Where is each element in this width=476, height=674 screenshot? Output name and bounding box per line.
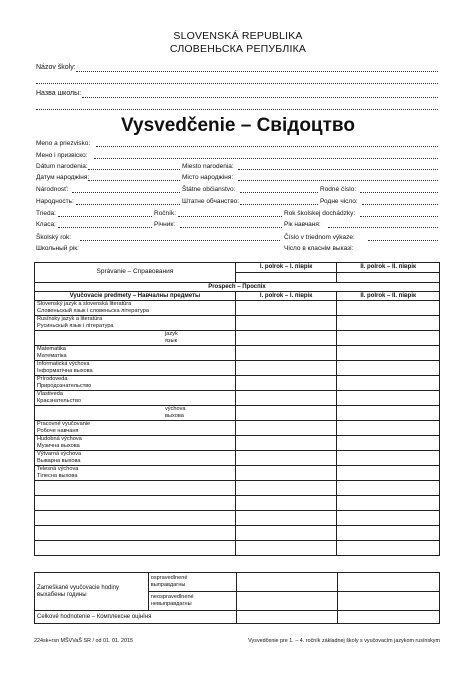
grade-label-sk: Ročník: (154, 210, 177, 217)
subject-name-sk: Výtvarná výchova (37, 451, 82, 457)
subject-name-cell (35, 376, 236, 391)
subject-name-sk: jazyk (165, 331, 178, 337)
grade-half2-cell[interactable] (337, 481, 440, 496)
subject-name-sk: Prírodoveda (37, 376, 68, 382)
grade-half2-cell[interactable] (337, 526, 440, 541)
overall-half1-cell[interactable] (236, 611, 338, 624)
subject-row (35, 541, 440, 556)
subject-name-sk: Hudobná výchova (37, 436, 82, 442)
subject-name-cell (35, 451, 236, 466)
overall-label: Celkové hodnotenie – Комплексне оцінїня (35, 611, 237, 624)
subject-row (35, 316, 440, 331)
subject-row (35, 511, 440, 526)
school-year-label-sk: Školský rok: (36, 234, 72, 241)
school-name-label-ru: Назва школы: (36, 90, 82, 97)
subjects-header: Vyučovacie predmety – Навчалны предметы (35, 292, 236, 301)
document-title: Vysvedčenie – Свідоцтво (121, 115, 355, 136)
subject-name-ru: Выварна выхова (37, 457, 81, 464)
unexcused-label: neospravedlnené невыправдагны (148, 592, 236, 611)
grade-half1-cell[interactable] (235, 391, 337, 406)
grade-field[interactable] (178, 216, 282, 217)
subject-name-sk: Pracovné vyučovanie (37, 421, 91, 427)
school-name-ru-line[interactable] (82, 97, 438, 98)
subject-row (35, 466, 440, 481)
subject-name-ru: выхова (165, 412, 184, 419)
excused-half2-cell[interactable] (338, 573, 440, 592)
conduct-half2-cell[interactable] (337, 273, 440, 283)
subject-name-ru: Математіка (37, 352, 67, 359)
birthplace-ru-field[interactable] (238, 180, 438, 181)
school-name-label-sk: Názov školy: (36, 64, 76, 71)
birthdate-label-sk: Dátum narodenia: (36, 163, 88, 170)
subject-row (35, 436, 440, 451)
subject-name-sk: Matematika (37, 346, 66, 352)
birthdate-field[interactable] (88, 169, 180, 170)
subject-name-cell (35, 481, 236, 496)
overall-half2-cell[interactable] (338, 611, 440, 624)
subject-row (35, 481, 440, 496)
school-year-field[interactable] (80, 240, 280, 241)
birthplace-label-sk: Miesto narodenia: (182, 163, 234, 170)
grade-half2-cell[interactable] (337, 376, 440, 391)
subject-row (35, 346, 440, 361)
footer-form-description: Vysvedčenie pre 1. – 4. ročník základnej školy s vyučovacím jazykom rusínskym (248, 638, 440, 644)
subject-name-cell (35, 346, 236, 361)
school-name-line-2[interactable] (36, 83, 438, 84)
conduct-half1-header: I. polrok – I. піврік (235, 263, 337, 273)
grade-ru-field[interactable] (180, 227, 282, 228)
subject-name-ru: Музична выхова (37, 442, 80, 449)
subject-name-sk: Vlastiveda (37, 391, 63, 397)
subject-name-sk: výchova (165, 406, 186, 412)
subject-row (35, 331, 440, 346)
conduct-label: Správanie – Справования (35, 263, 236, 283)
subject-name-cell (35, 496, 236, 511)
subject-name-sk: Slovenský jazyk a slovenská literatúra (37, 301, 132, 307)
unexcused-half2-cell[interactable] (338, 592, 440, 611)
citizenship-label-sk: Štátne občianstvo: (182, 186, 236, 193)
register-field[interactable] (368, 240, 438, 241)
absence-table (34, 572, 440, 624)
nationality-ru-field[interactable] (76, 204, 180, 205)
class-field[interactable] (58, 216, 152, 217)
grade-half2-cell[interactable] (337, 301, 440, 316)
missed-hours-label: Zameškané vyučovacie hodiny выхабены годины (35, 573, 149, 611)
birthnumber-label-sk: Rodné číslo: (320, 186, 357, 193)
progress-half1-header: I. polrok – I. піврік (235, 292, 337, 301)
country-name-ru: СЛОВЕНЬСКА РЕПУБЛІКА (169, 43, 307, 55)
subject-name-cell (35, 361, 236, 376)
name-ru-field[interactable] (94, 158, 438, 159)
subject-row (35, 301, 440, 316)
subject-name-cell (35, 511, 236, 526)
grade-half2-cell[interactable] (337, 391, 440, 406)
grade-half1-cell[interactable] (235, 406, 337, 421)
subject-name-cell (35, 526, 236, 541)
attendance-year-field[interactable] (360, 216, 438, 217)
subject-row (35, 526, 440, 541)
grade-half1-cell[interactable] (235, 436, 337, 451)
grades-table (34, 262, 440, 556)
grade-half1-cell[interactable] (235, 451, 337, 466)
subject-name-ru: Краєзнательство (37, 397, 81, 404)
grade-half1-cell[interactable] (235, 331, 337, 346)
birthplace-field[interactable] (238, 169, 438, 170)
birthdate-ru-field[interactable] (88, 180, 180, 181)
grade-half2-cell[interactable] (337, 331, 440, 346)
grade-half1-cell[interactable] (235, 496, 337, 511)
excused-half1-cell[interactable] (236, 573, 338, 592)
birthplace-label-ru: Місто народжіня: (182, 174, 234, 181)
grade-half2-cell[interactable] (337, 436, 440, 451)
subject-row (35, 391, 440, 406)
grade-half1-cell[interactable] (235, 361, 337, 376)
grade-half2-cell[interactable] (337, 496, 440, 511)
grade-half1-cell[interactable] (235, 481, 337, 496)
subject-row (35, 406, 440, 421)
grade-half2-cell[interactable] (337, 511, 440, 526)
subject-name-sk: Rusínsky jazyk a literatúra (37, 316, 103, 322)
grade-half2-cell[interactable] (337, 421, 440, 436)
attendance-year-ru-field[interactable] (328, 227, 438, 228)
school-year-label-ru: Школьный рік: (36, 245, 79, 252)
subject-name-sk: Informatická výchova (37, 361, 90, 367)
footer-form-code: 224sk+rsn MŠVVaŠ SR / od 01. 01. 2015 (34, 638, 133, 644)
subject-name-ru: Русиньскый язык і література (37, 322, 114, 329)
grade-half1-cell[interactable] (235, 541, 337, 556)
grade-half1-cell[interactable] (235, 301, 337, 316)
attendance-year-label-ru: Рік навчаня: (284, 221, 321, 228)
class-ru-field[interactable] (58, 227, 152, 228)
school-name-ru-line-2[interactable] (36, 109, 438, 110)
conduct-half2-header: II. polrok – II. піврік (337, 263, 440, 273)
subject-name-ru: Робоче навчаня (37, 427, 79, 434)
subject-name-cell (35, 466, 236, 481)
grade-half2-cell[interactable] (337, 466, 440, 481)
grade-half1-cell[interactable] (235, 346, 337, 361)
grade-half1-cell[interactable] (235, 466, 337, 481)
subject-name-ru: Словеньскый язык і словеньска література (37, 307, 149, 314)
grade-half2-cell[interactable] (337, 406, 440, 421)
unexcused-half1-cell[interactable] (236, 592, 338, 611)
name-field[interactable] (96, 146, 438, 147)
grade-half2-cell[interactable] (337, 361, 440, 376)
subject-name-cell (35, 331, 236, 346)
nationality-label-sk: Národnosť: (36, 186, 69, 193)
subject-row (35, 421, 440, 436)
progress-half2-header: II. polrok – II. піврік (337, 292, 440, 301)
register-label-sk: Číslo v triednom výkaze: (284, 234, 355, 241)
class-label-sk: Trieda: (36, 210, 56, 217)
subject-name-cell (35, 436, 236, 451)
birthnumber-field[interactable] (360, 192, 438, 193)
grade-label-ru: Річник: (154, 221, 176, 228)
subject-name-cell (35, 301, 236, 316)
grade-half2-cell[interactable] (337, 316, 440, 331)
subject-row (35, 496, 440, 511)
register-label-ru: Чісло в класнім выказі: (284, 245, 354, 252)
subject-name-ru: Інформатічна выхова (37, 367, 93, 374)
grade-half1-cell[interactable] (235, 421, 337, 436)
birthdate-label-ru: Датум народжіня: (36, 174, 90, 181)
grade-half2-cell[interactable] (337, 451, 440, 466)
subject-name-cell (35, 541, 236, 556)
nationality-label-ru: Народность: (36, 198, 74, 205)
school-name-line[interactable] (76, 71, 438, 72)
citizenship-ru-field[interactable] (240, 204, 318, 205)
attendance-year-label-sk: Rok školskej dochádzky: (284, 210, 356, 217)
subject-name-ru: Тілесна выхова (37, 472, 78, 479)
grade-half1-cell[interactable] (235, 526, 337, 541)
citizenship-label-ru: Штатне обчанство: (182, 198, 240, 205)
subject-name-sk: Telesná výchova (37, 466, 79, 472)
citizenship-field[interactable] (240, 192, 318, 193)
grade-half1-cell[interactable] (235, 511, 337, 526)
progress-header: Prospech – Проспіх (35, 283, 440, 292)
birthnumber-ru-field[interactable] (362, 204, 438, 205)
subject-row (35, 451, 440, 466)
name-label-ru: Мено і призвіско: (36, 152, 88, 159)
grade-half2-cell[interactable] (337, 346, 440, 361)
subject-row (35, 361, 440, 376)
grade-half2-cell[interactable] (337, 541, 440, 556)
subject-name-cell (35, 391, 236, 406)
name-label-sk: Meno a priezvisko: (36, 140, 91, 147)
subject-name-cell (35, 421, 236, 436)
class-label-ru: Класа: (36, 221, 56, 228)
birthnumber-label-ru: Родне чісло: (320, 198, 358, 205)
excused-label: ospravedlnené выправдагны (148, 573, 236, 592)
nationality-field[interactable] (72, 192, 180, 193)
grade-half1-cell[interactable] (235, 316, 337, 331)
conduct-half1-cell[interactable] (235, 273, 337, 283)
country-name-sk: SLOVENSKÁ REPUBLIKA (173, 30, 303, 42)
subject-name-ru: язык (165, 337, 178, 344)
grade-half1-cell[interactable] (235, 376, 337, 391)
subject-row (35, 376, 440, 391)
subject-name-cell (35, 316, 236, 331)
subject-name-cell (35, 406, 236, 421)
subject-name-ru: Природознательство (37, 382, 92, 389)
